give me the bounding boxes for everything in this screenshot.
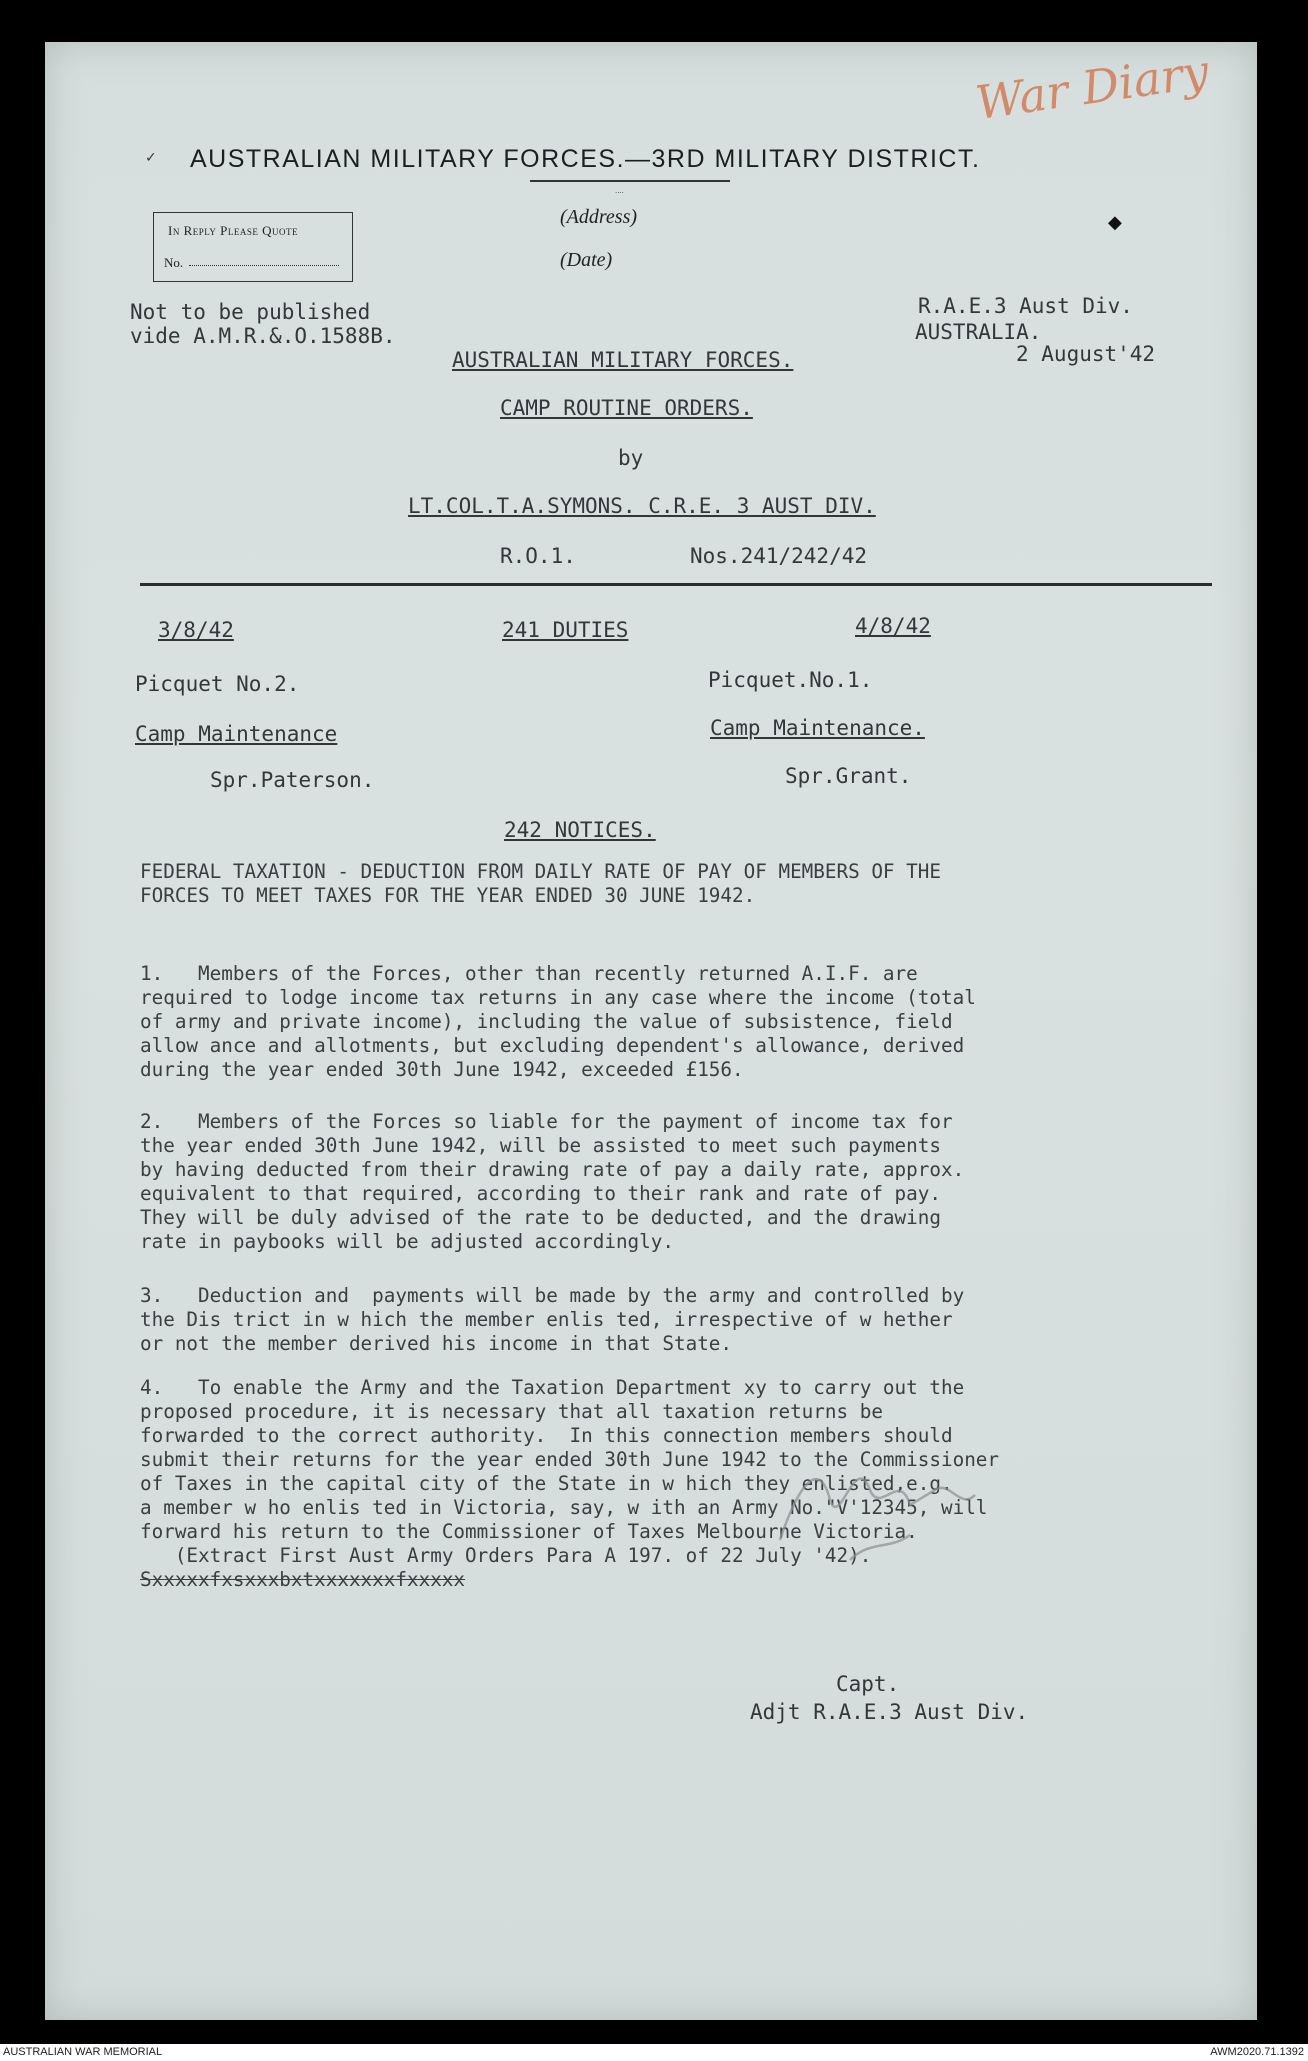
margin-mark: ✓: [145, 150, 157, 166]
p4-line: submit their returns for the year ended 30th June 1942 to the Commissioner: [140, 1448, 1000, 1471]
p4-line: of Taxes in the capital city of the State in w hich they enlisted,e.g.: [140, 1472, 953, 1495]
letterhead-title: AUSTRALIAN MILITARY FORCES.—3RD MILITARY DISTRICT.: [190, 145, 981, 173]
p3-line: the Dis trict in w hich the member enlis ted, irrespective of w hether: [140, 1308, 953, 1331]
letterhead-dots: ....: [615, 186, 624, 195]
date-label: (Date): [560, 249, 613, 271]
roi-label: R.O.1.: [500, 544, 576, 568]
notice-subject-line2: FORCES TO MEET TAXES FOR THE YEAR ENDED 30 JUNE 1942.: [140, 884, 756, 907]
left-maintenance: Camp Maintenance: [135, 722, 338, 746]
p4-line: forward his return to the Commissioner of Taxes Melbourne Victoria.: [140, 1520, 918, 1543]
p2-line: rate in paybooks will be adjusted accordingly.: [140, 1230, 674, 1253]
unit-line2: AUSTRALIA.: [915, 320, 1042, 344]
left-sapper: Spr.Paterson.: [210, 768, 375, 792]
notice-subject-line1: FEDERAL TAXATION - DEDUCTION FROM DAILY RATE OF PAY OF MEMBERS OF THE: [140, 860, 941, 883]
orders-title: CAMP ROUTINE ORDERS.: [500, 396, 753, 420]
p4-line: proposed procedure, it is necessary that all taxation returns be: [140, 1400, 883, 1423]
restriction-line2: vide A.M.R.&.O.1588B.: [130, 324, 396, 348]
unit-line1: R.A.E.3 Aust Div.: [918, 294, 1133, 318]
right-picquet: Picquet.No.1.: [708, 668, 873, 692]
signature-scrawl: [760, 1420, 1040, 1580]
restriction-line1: Not to be published: [130, 300, 371, 324]
p2-line: by having deducted from their drawing rate of pay a daily rate, approx.: [140, 1158, 965, 1181]
section-divider: [140, 583, 1212, 586]
p3-line: 3. Deduction and payments will be made by the army and controlled by: [140, 1284, 965, 1307]
by-label: by: [618, 446, 644, 470]
duties-heading: 241 DUTIES: [502, 618, 629, 642]
reply-label: In Reply Please Quote: [168, 223, 298, 238]
no-line: [189, 265, 339, 266]
paragraph-4: [140, 1352, 1240, 1616]
notices-heading: 242 NOTICES.: [504, 818, 656, 842]
signatory-position: Adjt R.A.E.3 Aust Div.: [750, 1700, 1029, 1724]
footer-accession: AWM2020.71.1392: [1210, 2046, 1304, 2058]
officer-title: LT.COL.T.A.SYMONS. C.R.E. 3 AUST DIV.: [408, 494, 876, 518]
duties-right-date: 4/8/42: [855, 614, 931, 638]
left-picquet: Picquet No.2.: [135, 672, 300, 696]
p1-line: allow ance and allotments, but excluding dependent's allowance, derived: [140, 1034, 965, 1057]
archive-footer: [0, 2044, 1308, 2061]
p1-line: 1. Members of the Forces, other than recently returned A.I.F. are: [140, 962, 918, 985]
pencil-annotation: War Diary: [972, 43, 1212, 131]
paragraph-1: [140, 938, 1240, 1106]
reply-box: [153, 212, 353, 282]
p1-line: of army and private income), including the value of subsistence, field: [140, 1010, 953, 1033]
forces-title: AUSTRALIAN MILITARY FORCES.: [452, 348, 794, 372]
pen-mark: ◆: [1108, 212, 1122, 233]
signatory-rank: Capt.: [836, 1672, 900, 1696]
paragraph-2: [140, 1086, 1240, 1278]
address-label: (Address): [560, 206, 638, 228]
p4-line: 4. To enable the Army and the Taxation Department xy to carry out the: [140, 1376, 965, 1399]
p1-line: required to lodge income tax returns in any case where the income (total: [140, 986, 976, 1009]
letterhead-rule: [530, 180, 730, 182]
p2-line: equivalent to that required, according to their rank and rate of pay.: [140, 1182, 941, 1205]
p4-line: Sxxxxxfxsxxxbxtxxxxxxxfxxxxx: [140, 1568, 466, 1591]
no-label: No.: [164, 255, 184, 270]
p1-line: during the year ended 30th June 1942, exceeded £156.: [140, 1058, 744, 1081]
p4-line: forwarded to the correct authority. In this connection members should: [140, 1424, 953, 1447]
order-date: 2 August'42: [1016, 342, 1156, 366]
p2-line: They will be duly advised of the rate to be deducted, and the drawing: [140, 1206, 941, 1229]
footer-institution: AUSTRALIAN WAR MEMORIAL: [3, 2046, 163, 2058]
right-sapper: Spr.Grant.: [785, 764, 912, 788]
p3-line: or not the member derived his income in that State.: [140, 1332, 733, 1355]
order-numbers: Nos.241/242/42: [690, 544, 868, 568]
right-maintenance: Camp Maintenance.: [710, 716, 925, 740]
p4-line: (Extract First Aust Army Orders Para A 197. of 22 July '42).: [140, 1544, 872, 1567]
p2-line: the year ended 30th June 1942, will be assisted to meet such payments: [140, 1134, 941, 1157]
duties-left-date: 3/8/42: [158, 618, 234, 642]
p2-line: 2. Members of the Forces so liable for the payment of income tax for: [140, 1110, 953, 1133]
p4-line: a member w ho enlis ted in Victoria, say, w ith an Army No."V'12345, will: [140, 1496, 988, 1519]
